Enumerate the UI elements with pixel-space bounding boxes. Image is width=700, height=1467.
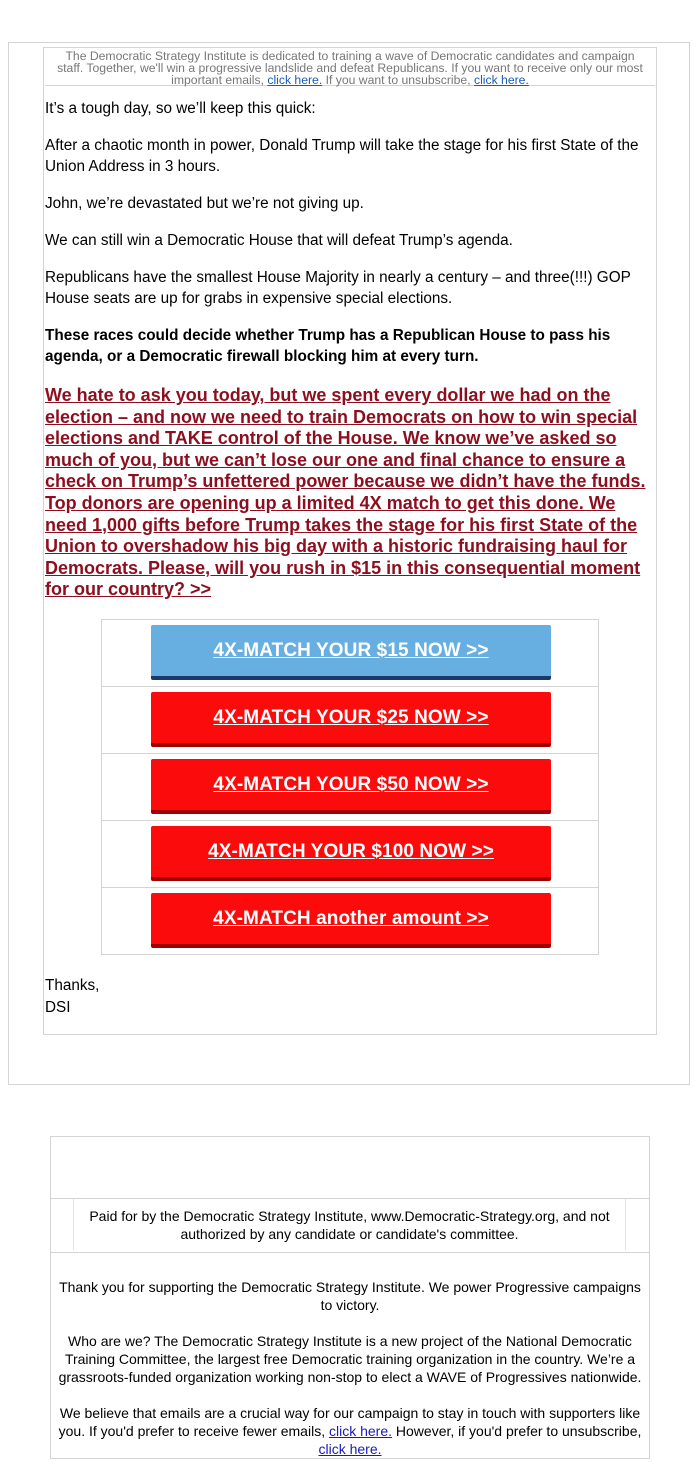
donation-row xyxy=(101,821,599,888)
donation-buttons-table xyxy=(101,619,599,955)
preheader xyxy=(45,49,655,86)
footer xyxy=(50,1136,650,1459)
preheader-important-emails-link[interactable]: click here. xyxy=(267,73,323,87)
footer-email-preferences xyxy=(57,1404,643,1458)
signoff-name: DSI xyxy=(45,999,71,1016)
footer-text xyxy=(51,1253,649,1458)
signoff xyxy=(45,975,99,1019)
body-bold-paragraph: These races could decide whether Trump has a Republican House to pass his agenda, or a Democratic firewall blocking him at every turn. xyxy=(45,327,611,365)
donate-100-button[interactable]: 4X-MATCH YOUR $100 NOW >> xyxy=(151,826,551,881)
donation-ask-link[interactable]: We hate to ask you today, but we spent every dollar we had on the election – and now we need to train Democrats on how to win special elections and TAKE control of the House. We know we’ve asked so much of you, but we can’t lose our one and final chance to ensure a check on Trump’s unfettered power because we didn’t have the funds. Top donors are opening up a limited 4X match to get this done. We need 1,000 gifts before Trump takes the stage for his first State of the Union to overshadow his big day with a historic fundraising haul for Democrats. Please, will you rush in $15 in this consequential moment for our country? >> xyxy=(45,385,646,600)
body-paragraph: John, we’re devastated but we’re not giving up. xyxy=(45,195,364,212)
footer-email-text-middle: However, if you'd prefer to unsubscribe, xyxy=(392,1423,642,1439)
donate-15-button[interactable]: 4X-MATCH YOUR $15 NOW >> xyxy=(151,625,551,680)
footer-fewer-emails-link[interactable]: click here. xyxy=(328,1423,393,1439)
donation-row xyxy=(101,888,599,955)
footer-email-text: We believe that emails are a crucial way for our campaign to stay in touch with supporters like you. If you'd prefer to receive fewer emails, xyxy=(58,1405,641,1439)
footer-thank-you: Thank you for supporting the Democratic Strategy Institute. We power Progressive campaigns to victory. xyxy=(59,1279,641,1313)
footer-unsubscribe-link[interactable]: click here. xyxy=(318,1441,382,1457)
signoff-thanks: Thanks, xyxy=(45,977,100,994)
footer-who-are-we: Who are we? The Democratic Strategy Institute is a new project of the National Democratic Training Committee, the largest free Democratic training organization in the country. We’re a grassroots-funded organization working non-stop to elect a WAVE of Progressives nationwide. xyxy=(58,1333,642,1385)
body-paragraph: After a chaotic month in power, Donald Trump will take the stage for his first State of the Union Address in 3 hours. xyxy=(45,137,639,175)
paid-for-disclaimer: Paid for by the Democratic Strategy Institute, www.Democratic-Strategy.org, and not authorized by any candidate or candidate's committee. xyxy=(73,1199,626,1250)
paid-for-section xyxy=(51,1199,649,1253)
donate-25-button[interactable]: 4X-MATCH YOUR $25 NOW >> xyxy=(151,692,551,747)
donation-row xyxy=(101,687,599,754)
donate-other-amount-button[interactable]: 4X-MATCH another amount >> xyxy=(151,893,551,948)
body-paragraph: We can still win a Democratic House that will defeat Trump’s agenda. xyxy=(45,232,513,249)
preheader-unsubscribe-link[interactable]: click here. xyxy=(473,73,529,87)
preheader-text-middle: If you want to unsubscribe, xyxy=(322,73,474,87)
preheader-text: The Democratic Strategy Institute is dedicated to training a wave of Democratic candidates and campaign staff. Together, we'll win a progressive landslide and defeat Republicans. If you want to receive only our most important emails, xyxy=(57,49,643,87)
body-paragraph: Republicans have the smallest House Majority in nearly a century – and three(!!!) GOP House seats are up for grabs in expensive special elections. xyxy=(45,269,631,307)
body-paragraph: It’s a tough day, so we’ll keep this quick: xyxy=(45,100,316,117)
footer-spacer xyxy=(51,1137,649,1199)
donation-row xyxy=(101,754,599,821)
donate-50-button[interactable]: 4X-MATCH YOUR $50 NOW >> xyxy=(151,759,551,814)
donation-row xyxy=(101,619,599,687)
email-body xyxy=(45,98,651,383)
email-content-box xyxy=(43,47,657,1035)
